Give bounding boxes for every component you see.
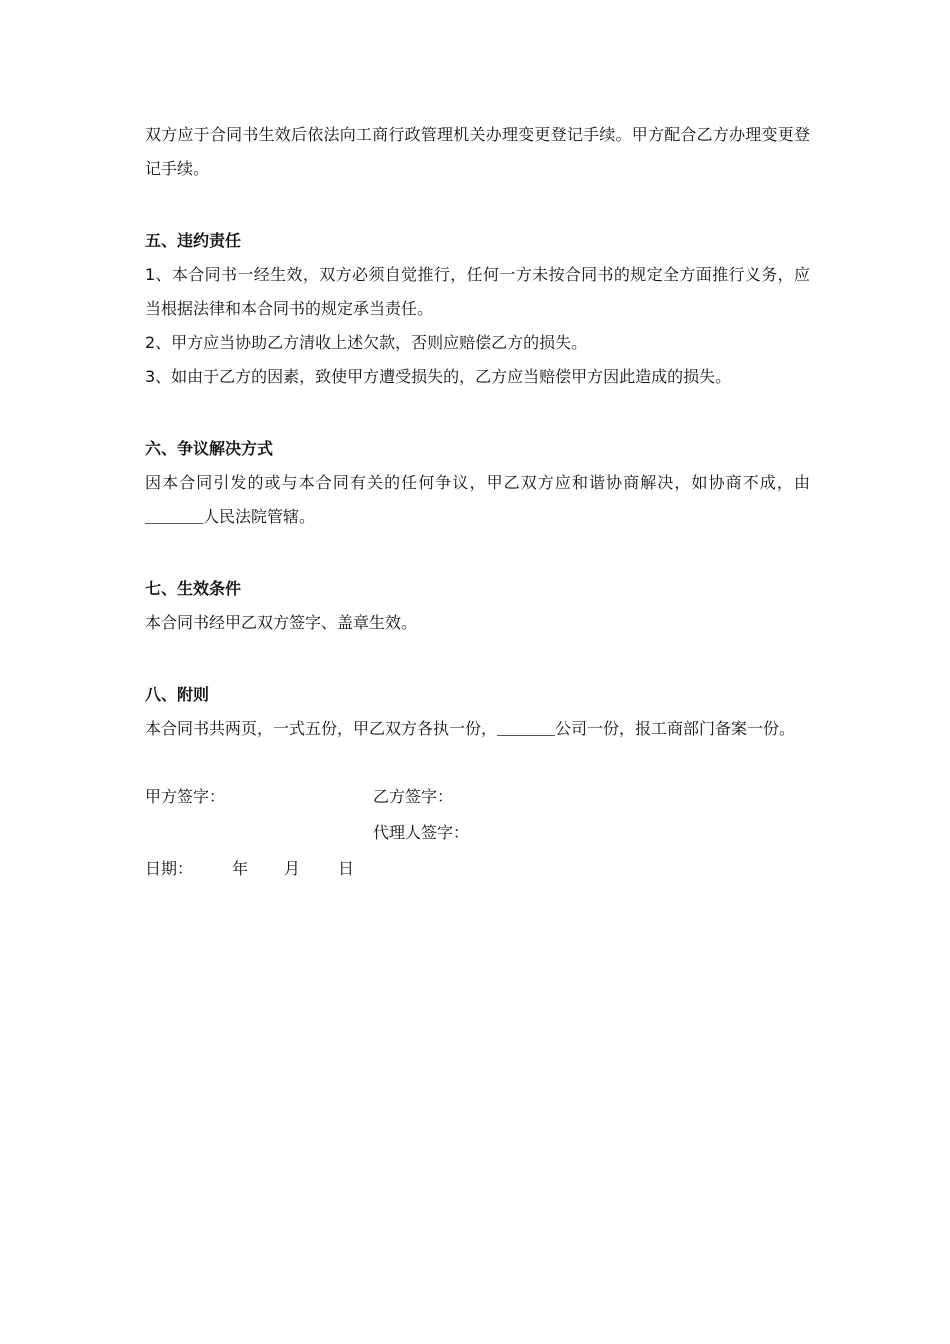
appendix-text-after: 公司一份，报工商部门备案一份。 bbox=[555, 719, 796, 738]
breach-item-3: 3、如由于乙方的因素，致使甲方遭受损失的，乙方应当赔偿甲方因此造成的损失。 bbox=[145, 367, 732, 386]
appendix-text-before: 本合同书共两页，一式五份，甲乙双方各执一份， bbox=[145, 719, 498, 738]
spacer bbox=[145, 186, 810, 224]
document-body bbox=[145, 118, 810, 888]
dispute-text-before: 因本合同引发的或与本合同有关的任何争议，甲乙双方应和谐协商解决，如协商不成，由 bbox=[145, 473, 810, 492]
spacer bbox=[145, 394, 810, 432]
section-heading-effective: 七、生效条件 bbox=[145, 579, 242, 598]
agent-signature-label: 代理人签字： bbox=[373, 823, 470, 842]
signature-row-2 bbox=[145, 816, 810, 852]
date-day: 日 bbox=[338, 859, 355, 878]
section-heading-dispute: 六、争议解决方式 bbox=[145, 439, 274, 458]
spacer bbox=[145, 746, 810, 780]
date-row bbox=[145, 852, 810, 888]
date-label: 日期： bbox=[145, 859, 194, 878]
dispute-paragraph bbox=[145, 466, 810, 534]
signature-row-1 bbox=[145, 780, 810, 816]
appendix-paragraph bbox=[145, 712, 810, 746]
dispute-text-after: 人民法院管辖。 bbox=[203, 507, 316, 526]
party-a-signature-label: 甲方签字： bbox=[145, 787, 226, 806]
spacer bbox=[145, 640, 810, 678]
company-blank-line bbox=[497, 717, 555, 736]
breach-item-2: 2、甲方应当协助乙方清收上述欠款，否则应赔偿乙方的损失。 bbox=[145, 333, 588, 352]
date-year: 年 bbox=[232, 859, 249, 878]
effective-paragraph: 本合同书经甲乙双方签字、盖章生效。 bbox=[145, 613, 418, 632]
court-blank-line bbox=[145, 505, 203, 524]
intro-paragraph: 双方应于合同书生效后依法向工商行政管理机关办理变更登记手续。甲方配合乙方办理变更登记手续。 bbox=[145, 125, 810, 178]
spacer bbox=[145, 534, 810, 572]
section-heading-breach: 五、违约责任 bbox=[145, 231, 242, 250]
date-month: 月 bbox=[284, 859, 301, 878]
breach-item-1: 1、本合同书一经生效，双方必须自觉推行，任何一方未按合同书的规定全方面推行义务，应当根据法律和本合同书的规定承当责任。 bbox=[145, 265, 810, 318]
section-heading-appendix: 八、附则 bbox=[145, 685, 210, 704]
party-b-signature-label: 乙方签字： bbox=[373, 787, 454, 806]
